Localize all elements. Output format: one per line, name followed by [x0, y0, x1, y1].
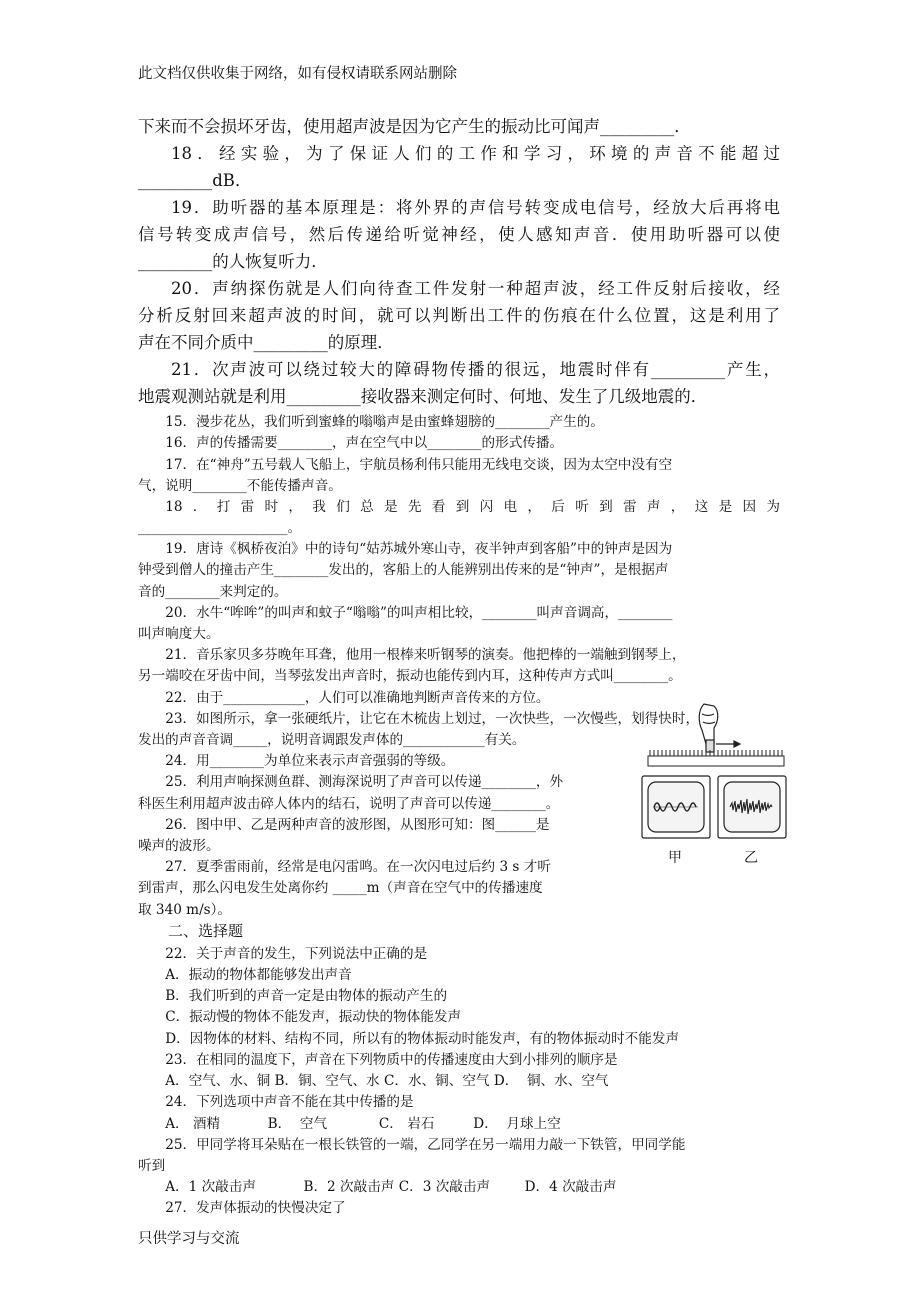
c22-option-a: A．振动的物体都能够发出声音 — [165, 967, 352, 983]
s21-line2: 另一端咬在牙齿中间，当琴弦发出声音时，振动也能传到内耳，这种传声方式叫________。 — [138, 668, 682, 684]
s19-line2: 钟受到僧人的撞击产生________发出的，客船上的人能辨别出传来的是“钟声”，是根据声 — [138, 562, 669, 578]
s27-line3: 取 340 m/s）。 — [138, 902, 232, 918]
s23-line1: 23．如图所示，拿一张硬纸片，让它在木梳齿上划过，一次快些，一次慢些，划得快时， — [165, 711, 700, 727]
c25-stem-line2: 听到 — [138, 1158, 166, 1174]
c25-stem-line1: 25．甲同学将耳朵贴在一根长铁管的一端，乙同学在另一端用力敲一下铁管，甲同学能 — [165, 1137, 686, 1153]
s20-line1: 20．水牛“哞哞”的叫声和蚊子“嗡嗡”的叫声相比较，________叫声音调高，________ — [165, 605, 673, 621]
arrow-icon — [716, 741, 740, 747]
oscilloscope-yi — [718, 776, 786, 838]
q20-line2: 分析反射回来超声波的时间，就可以判断出工件的伤痕在什么位置，这是利用了 — [138, 306, 780, 325]
q21-line1: 21．次声波可以绕过较大的障碍物传播的很远，地震时伴有_________产生， — [171, 360, 780, 379]
q19-line1: 19．助听器的基本原理是：将外界的声信号转变成电信号，经放大后再将电 — [171, 198, 780, 217]
s22: 22．由于____________，人们可以准确地判断声音传来的方位。 — [165, 690, 550, 706]
s21-line1: 21．音乐家贝多芬晚年耳聋，他用一根棒来听钢琴的演奏。他把棒的一端触到钢琴上， — [165, 647, 686, 663]
s15: 15．漫步花丛，我们听到蜜蜂的嗡嗡声是由蜜蜂翅膀的________产生的。 — [165, 414, 604, 430]
figure-comb-and-waveforms — [640, 700, 790, 870]
page-header: 此文档仅供收集于网络，如有侵权请联系网站删除 — [138, 66, 457, 82]
q19-line2: 信号转变成声信号，然后传递给听觉神经，使人感知声音．使用助听器可以使 — [138, 225, 780, 244]
label-yi: 乙 — [744, 850, 758, 866]
c24-options: A． 酒精 B． 空气 C． 岩石 D． 月球上空 — [165, 1116, 561, 1132]
s25-line1: 25．利用声响探测鱼群、测海深说明了声音可以传递________，外 — [165, 774, 564, 790]
c24-stem: 24．下列选项中声音不能在其中传播的是 — [165, 1094, 414, 1110]
figure-drawing — [640, 700, 790, 870]
c23-options: A．空气、水、铜 B．铜、空气、水 C．水、铜、空气 D． 铜、水、空气 — [165, 1073, 609, 1089]
c23-stem: 23．在相同的温度下，声音在下列物质中的传播速度由大到小排列的顺序是 — [165, 1052, 618, 1068]
q18-line1: 18．经实验，为了保证人们的工作和学习，环境的声音不能超过 — [171, 144, 780, 163]
hand-with-card — [699, 704, 718, 752]
c22-option-d: D．因物体的材料、结构不同，所以有的物体振动时能发声，有的物体振动时不能发声 — [165, 1031, 680, 1047]
s27-line2: 到雷声，那么闪电发生处离你约 _____m（声音在空气中的传播速度 — [138, 880, 543, 896]
c22-option-b: B．我们听到的声音一定是由物体的振动产生的 — [165, 988, 448, 1004]
q21-line2: 地震观测站就是利用_________接收器来测定何时、何地、发生了几级地震的． — [138, 387, 708, 406]
section-title-choice: 二、选择题 — [168, 922, 244, 940]
q18-line2: _________dB． — [138, 171, 252, 190]
s27-line1: 27．夏季雷雨前，经常是电闪雷鸣。在一次闪电过后约 3 s 才听 — [165, 859, 551, 875]
c25-options: A．1 次敲击声 B．2 次敲击声 C．3 次敲击声 D．4 次敲击声 — [165, 1179, 617, 1195]
s17-line2: 气，说明________不能传播声音。 — [138, 478, 342, 494]
s18-line2: ______________________。 — [138, 520, 302, 536]
s20-line2: 叫声响度大。 — [138, 626, 220, 642]
s19-line3: 音的________来判定的。 — [138, 584, 288, 600]
q19-line3: _________的人恢复听力． — [138, 252, 328, 271]
c22-stem: 22．关于声音的发生，下列说法中正确的是 — [165, 946, 428, 962]
comb-icon — [648, 750, 784, 766]
oscilloscope-jia — [642, 776, 710, 838]
s25-line2: 科医生利用超声波击碎人体内的结石，说明了声音可以传递________。 — [138, 796, 560, 812]
s23-line2: 发出的声音音调_____，说明音调跟发声体的____________有关。 — [138, 732, 526, 748]
s24: 24．用________为单位来表示声音强弱的等级。 — [165, 753, 455, 769]
c22-option-c: C．振动慢的物体不能发声，振动快的物体能发声 — [165, 1009, 462, 1025]
s19-line1: 19．唐诗《枫桥夜泊》中的诗句“姑苏城外寒山寺，夜半钟声到客船”中的钟声是因为 — [165, 541, 673, 557]
s26-line2: 噪声的波形。 — [138, 838, 220, 854]
q17-tail: 下来而不会损坏牙齿，使用超声波是因为它产生的振动比可闻声_________． — [138, 117, 691, 136]
q20-line1: 20．声纳探伤就是人们向待查工件发射一种超声波，经工件反射后接收，经 — [171, 279, 780, 298]
s17-line1: 17．在“神舟”五号载人飞船上，宇航员杨利伟只能用无线电交谈，因为太空中没有空 — [165, 457, 673, 473]
page-footer: 只供学习与交流 — [138, 1231, 240, 1247]
q20-line3: 声在不同介质中_________的原理． — [138, 333, 394, 352]
s26-line1: 26．图中甲、乙是两种声音的波形图，从图形可知：图______是 — [165, 817, 550, 833]
s18-line1: 18．打雷时，我们总是先看到闪电，后听到雷声，这是因为 — [165, 499, 780, 515]
c27-stem: 27．发声体振动的快慢决定了 — [165, 1200, 346, 1216]
label-jia: 甲 — [668, 850, 682, 866]
s16: 16．声的传播需要________，声在空气中以________的形式传播。 — [165, 435, 564, 451]
